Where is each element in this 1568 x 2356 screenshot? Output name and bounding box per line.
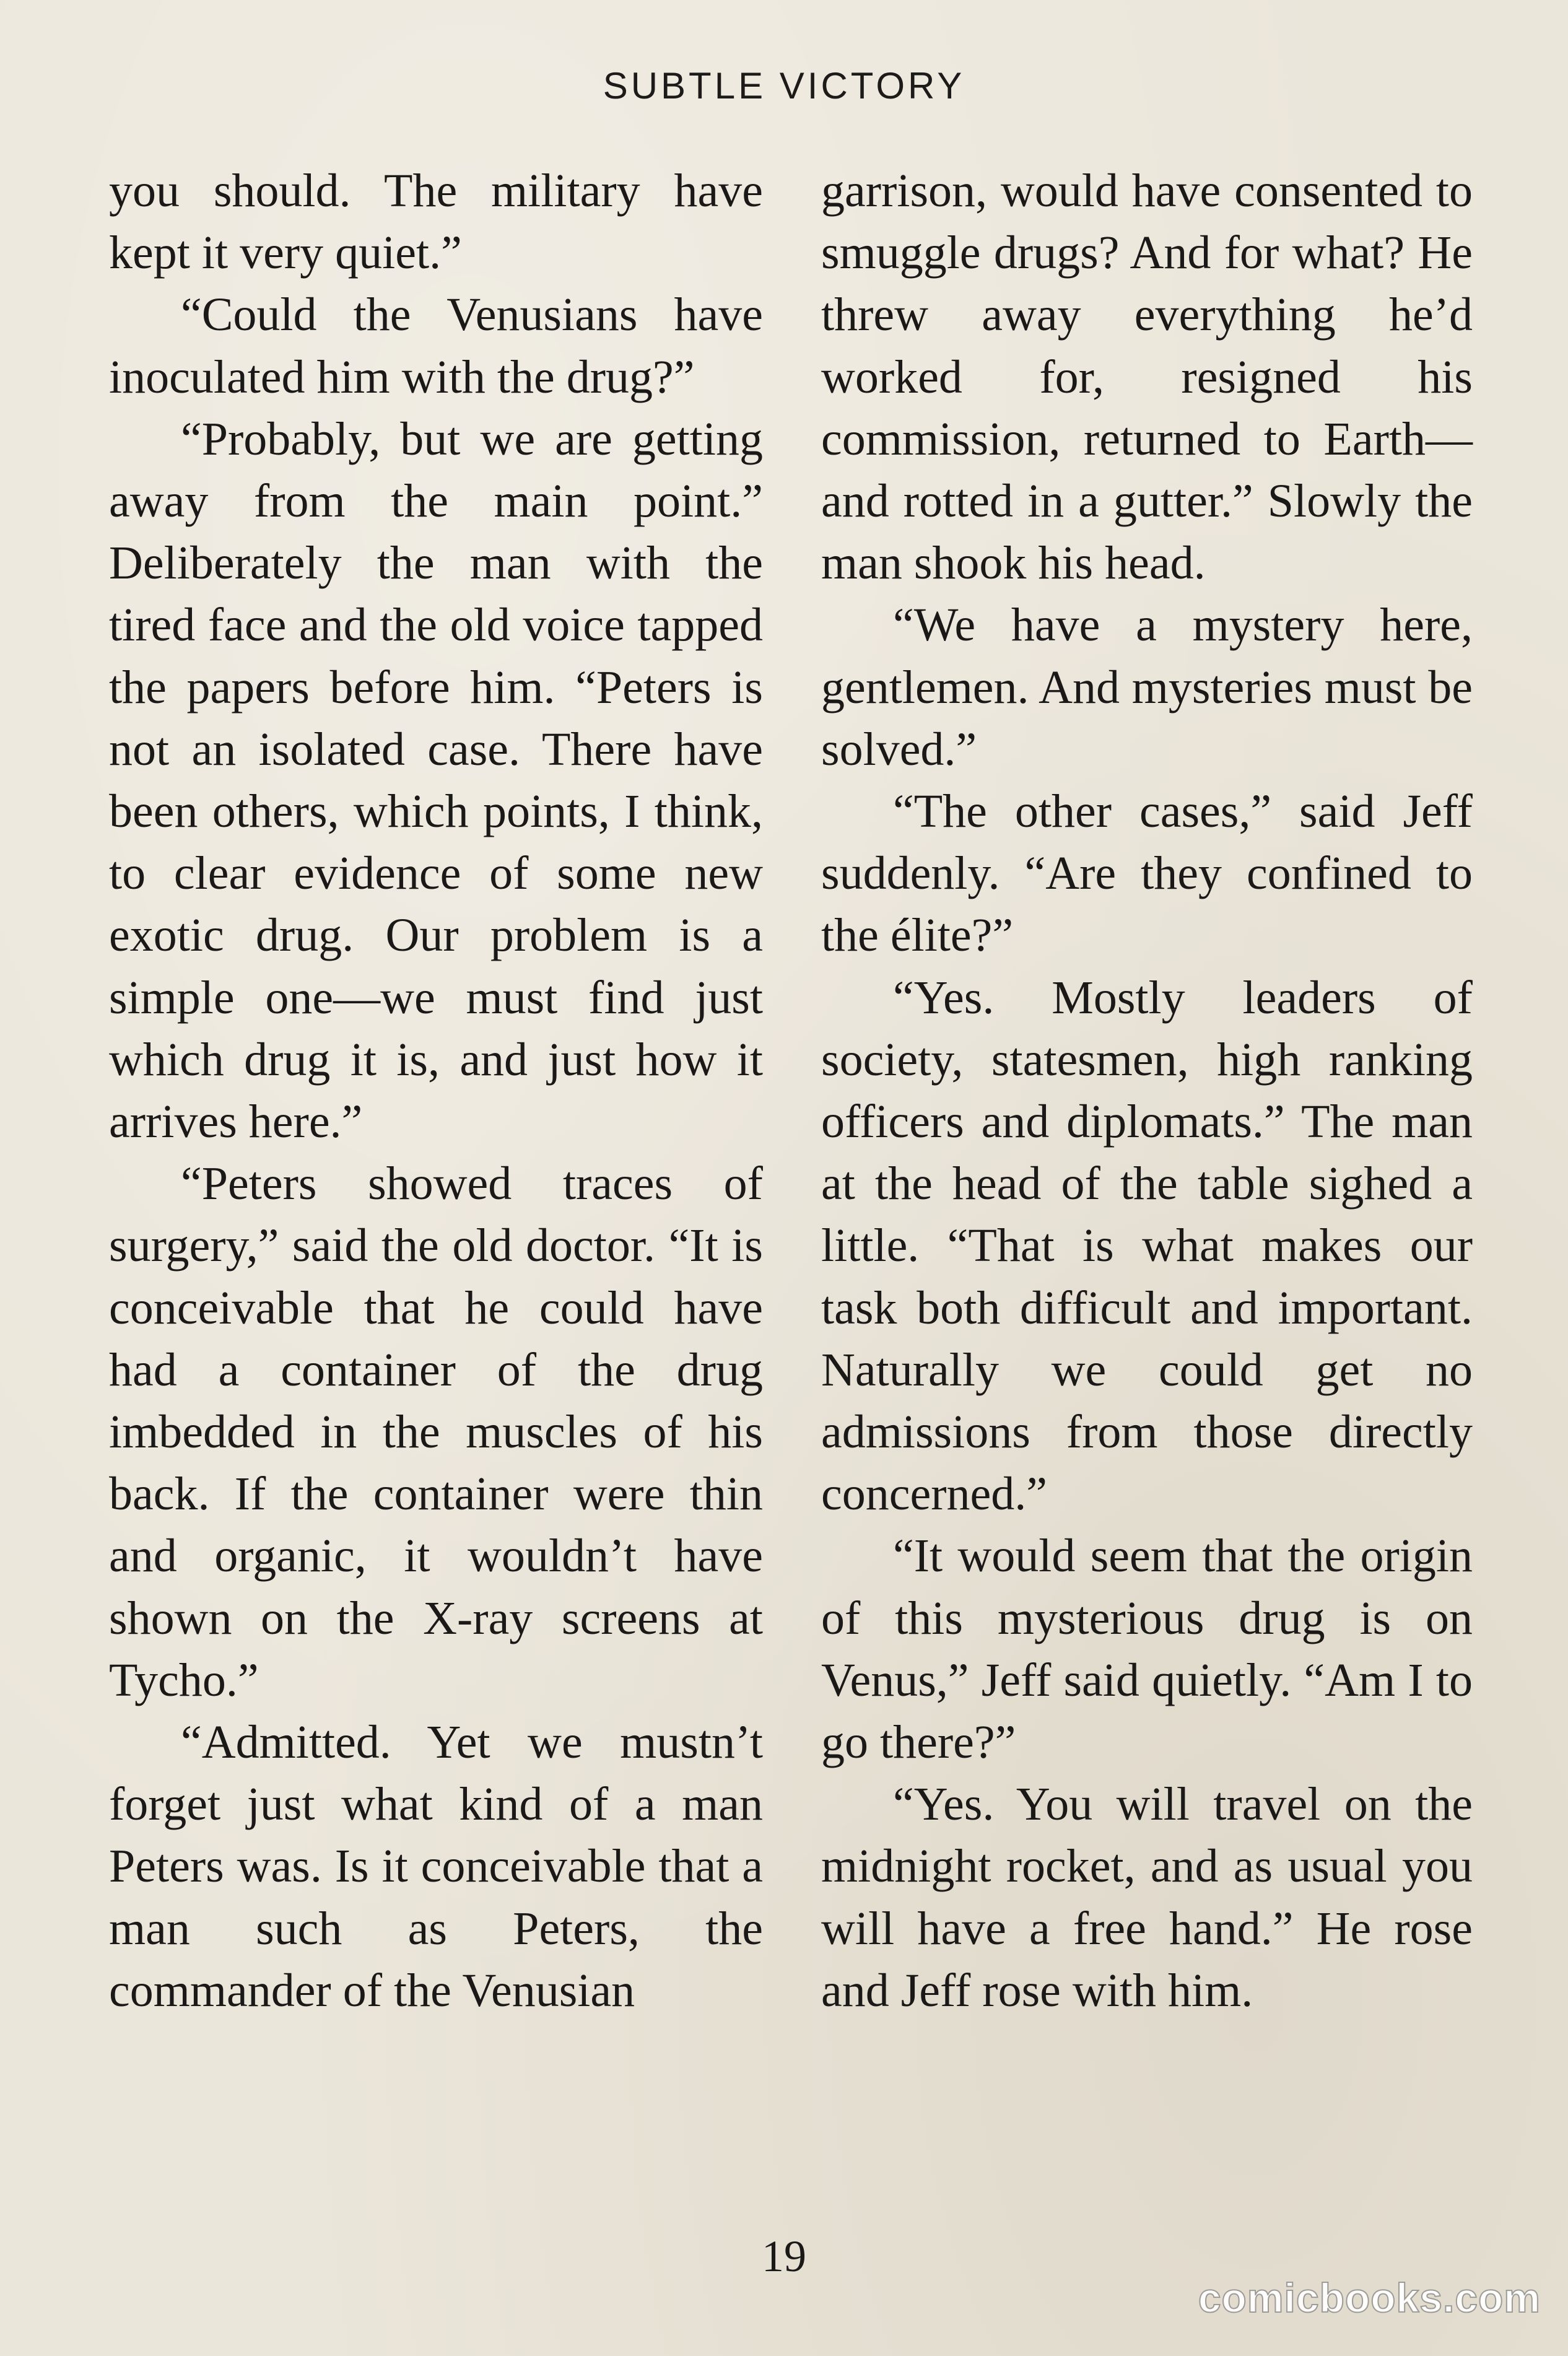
running-title: SUBTLE VICTORY <box>603 65 965 107</box>
paragraph: “Yes. Mostly leaders of society, statesmen, high ranking officers and diplomats.” The man at the head of the table sighed a little. “That is what makes our task both difficult and important. Naturally we could get no admissions from those directly concerned.” <box>821 971 1473 1520</box>
paragraph: “Yes. You will travel on the midnight rocket, and as usual you will have a free hand.” He rose and Jeff rose with him. <box>821 1778 1473 2017</box>
paragraph: “Could the Venusians have inoculated him with the drug?” <box>109 289 763 403</box>
page-number: 19 <box>762 2232 806 2281</box>
paragraph: “Peters showed traces of surgery,” said the old doctor. “It is conceivable that he could have had a container of the drug imbedded in the muscles of his back. If the container were thin and organic, it wouldn’t have shown on the X-ray screens at Tycho.” <box>109 1158 763 1706</box>
paragraph: “The other cases,” said Jeff suddenly. “Are they confined to the élite?” <box>821 785 1473 962</box>
right-text-column <box>821 160 1473 2022</box>
paragraph: “Probably, but we are getting away from the main point.” Deliberately the man with the tired face and the old voice tapped the papers before him. “Peters is not an isolated case. There have been others, which points, I think, to clear evidence of some new exotic drug. Our problem is a simple one—we must find just which drug it is, and just how it arrives here.” <box>109 412 763 1148</box>
paragraph: “Admitted. Yet we mustn’t forget just what kind of a man Peters was. Is it conceivable that a man such as Peters, the commander of the Venusian <box>109 1716 763 2017</box>
paragraph: “It would seem that the origin of this mysterious drug is on Venus,” Jeff said quietly. “Am I to go there?” <box>821 1530 1473 1769</box>
paragraph: you should. The military have kept it very quiet.” <box>109 165 763 279</box>
watermark: comicbooks.com <box>1198 2275 1541 2321</box>
left-text-column <box>109 160 763 2022</box>
paragraph: “We have a mystery here, gentlemen. And mysteries must be solved.” <box>821 599 1473 775</box>
paragraph: garrison, would have consented to smuggle drugs? And for what? He threw away everything he’d worked for, resigned his commission, returned to Earth—and rotted in a gutter.” Slowly the man shook his head. <box>821 165 1473 590</box>
